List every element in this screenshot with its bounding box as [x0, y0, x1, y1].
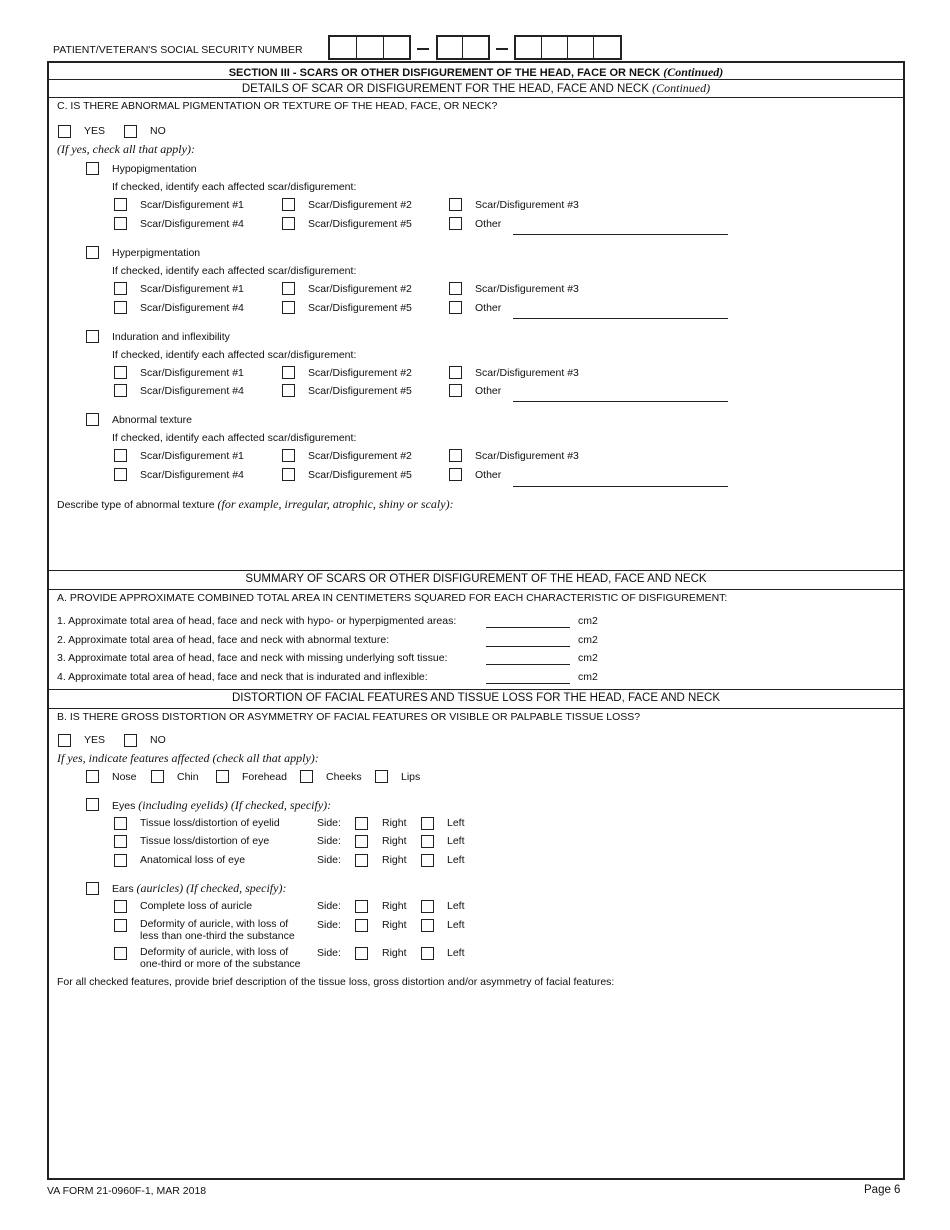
deformity-less-label-line1: Deformity of auricle, with loss of: [140, 918, 289, 930]
divider: [49, 589, 903, 590]
right-label: Right: [382, 835, 407, 847]
chin-label: Chin: [177, 771, 199, 783]
scar5-label: Scar/Disfigurement #5: [308, 385, 412, 397]
divider: [49, 570, 903, 571]
eyes-label: Eyes (including eyelids) (If checked, specify):: [112, 798, 332, 812]
divider: [49, 97, 903, 98]
ears-label: Ears (auricles) (If checked, specify):: [112, 881, 287, 895]
side-label: Side:: [317, 919, 341, 931]
scar3-label: Scar/Disfigurement #3: [475, 283, 579, 295]
left-checkbox[interactable]: [421, 835, 434, 848]
abnormal-texture-label: Abnormal texture: [112, 414, 192, 426]
anatomical-loss-checkbox[interactable]: [114, 854, 127, 867]
right-checkbox[interactable]: [355, 835, 368, 848]
other-input[interactable]: [513, 234, 728, 235]
question-c-yes-checkbox[interactable]: [58, 125, 71, 138]
left-label: Left: [447, 854, 465, 866]
ssn-field-part1[interactable]: [328, 35, 411, 60]
right-checkbox[interactable]: [355, 919, 368, 932]
other-checkbox[interactable]: [449, 384, 462, 397]
summary-item: 4. Approximate total area of head, face and neck that is indurated and inflexible:: [57, 671, 428, 683]
abnormal-texture-checkbox[interactable]: [86, 413, 99, 426]
eyes-checkbox[interactable]: [86, 798, 99, 811]
chin-checkbox[interactable]: [151, 770, 164, 783]
hypopigmentation-label: Hypopigmentation: [112, 163, 197, 175]
question-a-text: A. PROVIDE APPROXIMATE COMBINED TOTAL AREA IN CENTIMETERS SQUARED FOR EACH CHARACTERISTIC OF DISFIGUREMENT:: [57, 592, 728, 604]
summary-title: SUMMARY OF SCARS OR OTHER DISFIGUREMENT OF THE HEAD, FACE AND NECK: [245, 573, 707, 585]
question-c-yes-label: YES: [84, 125, 106, 137]
scar5-checkbox[interactable]: [282, 217, 295, 230]
summary-item: 3. Approximate total area of head, face and neck with missing underlying soft tissue:: [57, 652, 448, 664]
scar1-label: Scar/Disfigurement #1: [140, 283, 244, 295]
cheeks-label: Cheeks: [326, 771, 362, 783]
details-title: DETAILS OF SCAR OR DISFIGUREMENT FOR THE HEAD, FACE AND NECK (Continued): [241, 81, 711, 95]
eyelid-checkbox[interactable]: [114, 817, 127, 830]
ssn-dash: [496, 48, 508, 50]
other-label: Other: [475, 469, 502, 481]
ears-checkbox[interactable]: [86, 882, 99, 895]
scar1-checkbox[interactable]: [114, 282, 127, 295]
deformity-more-checkbox[interactable]: [114, 947, 127, 960]
nose-checkbox[interactable]: [86, 770, 99, 783]
right-label: Right: [382, 900, 407, 912]
scar4-checkbox[interactable]: [114, 384, 127, 397]
scar3-label: Scar/Disfigurement #3: [475, 450, 579, 462]
scar3-checkbox[interactable]: [449, 366, 462, 379]
area-input[interactable]: [486, 664, 570, 665]
right-checkbox[interactable]: [355, 854, 368, 867]
unit-label: cm2: [578, 634, 598, 646]
other-input[interactable]: [513, 486, 728, 487]
scar4-checkbox[interactable]: [114, 468, 127, 481]
scar4-checkbox[interactable]: [114, 217, 127, 230]
right-checkbox[interactable]: [355, 817, 368, 830]
side-label: Side:: [317, 817, 341, 829]
right-label: Right: [382, 947, 407, 959]
distortion-title: DISTORTION OF FACIAL FEATURES AND TISSUE LOSS FOR THE HEAD, FACE AND NECK: [232, 692, 720, 704]
scar5-checkbox[interactable]: [282, 384, 295, 397]
left-checkbox[interactable]: [421, 919, 434, 932]
unit-label: cm2: [578, 615, 598, 627]
other-label: Other: [475, 302, 502, 314]
scar5-label: Scar/Disfigurement #5: [308, 218, 412, 230]
side-label: Side:: [317, 835, 341, 847]
deformity-less-checkbox[interactable]: [114, 919, 127, 932]
scar4-label: Scar/Disfigurement #4: [140, 218, 244, 230]
summary-item: 2. Approximate total area of head, face and neck with abnormal texture:: [57, 634, 390, 646]
deformity-more-label-line2: one-third or more of the substance: [140, 958, 301, 970]
question-c-text: C. IS THERE ABNORMAL PIGMENTATION OR TEXTURE OF THE HEAD, FACE, OR NECK?: [57, 100, 498, 112]
anatomical-loss-label: Anatomical loss of eye: [140, 854, 246, 866]
summary-item: 1. Approximate total area of head, face and neck with hypo- or hyperpigmented areas:: [57, 615, 457, 627]
complete-loss-label: Complete loss of auricle: [140, 900, 253, 912]
question-c-if-yes: (If yes, check all that apply):: [57, 142, 195, 156]
other-input[interactable]: [513, 318, 728, 319]
other-label: Other: [475, 218, 502, 230]
question-b-if-yes: If yes, indicate features affected (check all that apply):: [57, 751, 319, 765]
page-number: Page 6: [864, 1184, 901, 1196]
scar3-checkbox[interactable]: [449, 449, 462, 462]
unit-label: cm2: [578, 671, 598, 683]
left-label: Left: [447, 835, 465, 847]
scar2-label: Scar/Disfigurement #2: [308, 367, 412, 379]
ssn-label: PATIENT/VETERAN'S SOCIAL SECURITY NUMBER: [53, 44, 303, 56]
other-input[interactable]: [513, 401, 728, 402]
describe-texture-prompt: Describe type of abnormal texture (for example, irregular, atrophic, shiny or scaly):: [57, 497, 454, 511]
lips-checkbox[interactable]: [375, 770, 388, 783]
question-b-text: B. IS THERE GROSS DISTORTION OR ASYMMETRY OF FACIAL FEATURES OR VISIBLE OR PALPABLE TISSUE LOSS?: [57, 711, 641, 723]
question-b-no-label: NO: [150, 734, 166, 746]
unit-label: cm2: [578, 652, 598, 664]
identify-text: If checked, identify each affected scar/disfigurement:: [112, 265, 357, 277]
scar5-label: Scar/Disfigurement #5: [308, 469, 412, 481]
left-checkbox[interactable]: [421, 817, 434, 830]
deformity-more-label-line1: Deformity of auricle, with loss of: [140, 946, 289, 958]
side-label: Side:: [317, 947, 341, 959]
deformity-less-label-line2: less than one-third the substance: [140, 930, 295, 942]
side-label: Side:: [317, 854, 341, 866]
scar3-checkbox[interactable]: [449, 198, 462, 211]
identify-text: If checked, identify each affected scar/disfigurement:: [112, 181, 357, 193]
scar1-label: Scar/Disfigurement #1: [140, 199, 244, 211]
left-checkbox[interactable]: [421, 900, 434, 913]
scar5-label: Scar/Disfigurement #5: [308, 302, 412, 314]
scar1-label: Scar/Disfigurement #1: [140, 450, 244, 462]
ssn-field-part3[interactable]: [514, 35, 622, 60]
divider: [49, 708, 903, 709]
scar4-label: Scar/Disfigurement #4: [140, 302, 244, 314]
other-checkbox[interactable]: [449, 301, 462, 314]
identify-text: If checked, identify each affected scar/disfigurement:: [112, 432, 357, 444]
left-label: Left: [447, 900, 465, 912]
scar2-checkbox[interactable]: [282, 282, 295, 295]
scar2-label: Scar/Disfigurement #2: [308, 199, 412, 211]
description-prompt: For all checked features, provide brief description of the tissue loss, gross distortion and/or asymmetry of facial features:: [57, 976, 615, 988]
question-c-no-label: NO: [150, 125, 166, 137]
cheeks-checkbox[interactable]: [300, 770, 313, 783]
right-label: Right: [382, 817, 407, 829]
hypopigmentation-checkbox[interactable]: [86, 162, 99, 175]
other-checkbox[interactable]: [449, 217, 462, 230]
right-label: Right: [382, 919, 407, 931]
nose-label: Nose: [112, 771, 137, 783]
forehead-checkbox[interactable]: [216, 770, 229, 783]
area-input[interactable]: [486, 683, 570, 684]
scar3-label: Scar/Disfigurement #3: [475, 367, 579, 379]
right-checkbox[interactable]: [355, 900, 368, 913]
scar1-label: Scar/Disfigurement #1: [140, 367, 244, 379]
scar4-label: Scar/Disfigurement #4: [140, 385, 244, 397]
forehead-label: Forehead: [242, 771, 287, 783]
eyelid-label: Tissue loss/distortion of eyelid: [140, 817, 280, 829]
right-checkbox[interactable]: [355, 947, 368, 960]
scar2-label: Scar/Disfigurement #2: [308, 450, 412, 462]
left-label: Left: [447, 919, 465, 931]
left-checkbox[interactable]: [421, 854, 434, 867]
side-label: Side:: [317, 900, 341, 912]
eye-checkbox[interactable]: [114, 835, 127, 848]
complete-loss-checkbox[interactable]: [114, 900, 127, 913]
question-b-no-checkbox[interactable]: [124, 734, 137, 747]
identify-text: If checked, identify each affected scar/disfigurement:: [112, 349, 357, 361]
left-label: Left: [447, 817, 465, 829]
divider: [49, 689, 903, 690]
area-input[interactable]: [486, 646, 570, 647]
scar4-label: Scar/Disfigurement #4: [140, 469, 244, 481]
form-id: VA FORM 21-0960F-1, MAR 2018: [47, 1185, 207, 1197]
hyperpigmentation-label: Hyperpigmentation: [112, 247, 201, 259]
question-b-yes-checkbox[interactable]: [58, 734, 71, 747]
hyperpigmentation-checkbox[interactable]: [86, 246, 99, 259]
lips-label: Lips: [401, 771, 421, 783]
area-input[interactable]: [486, 627, 570, 628]
other-label: Other: [475, 385, 502, 397]
scar1-checkbox[interactable]: [114, 366, 127, 379]
scar4-checkbox[interactable]: [114, 301, 127, 314]
left-label: Left: [447, 947, 465, 959]
scar3-checkbox[interactable]: [449, 282, 462, 295]
induration-label: Induration and inflexibility: [112, 331, 230, 343]
induration-checkbox[interactable]: [86, 330, 99, 343]
section-title: SECTION III - SCARS OR OTHER DISFIGUREMENT OF THE HEAD, FACE OR NECK (Continued): [228, 65, 724, 79]
scar1-checkbox[interactable]: [114, 449, 127, 462]
left-checkbox[interactable]: [421, 947, 434, 960]
right-label: Right: [382, 854, 407, 866]
question-c-no-checkbox[interactable]: [124, 125, 137, 138]
scar2-checkbox[interactable]: [282, 449, 295, 462]
ssn-dash: [417, 48, 429, 50]
divider: [49, 79, 903, 80]
scar5-checkbox[interactable]: [282, 468, 295, 481]
scar2-checkbox[interactable]: [282, 198, 295, 211]
other-checkbox[interactable]: [449, 468, 462, 481]
scar1-checkbox[interactable]: [114, 198, 127, 211]
scar2-checkbox[interactable]: [282, 366, 295, 379]
eye-label: Tissue loss/distortion of eye: [140, 835, 270, 847]
ssn-field-part2[interactable]: [436, 35, 490, 60]
scar3-label: Scar/Disfigurement #3: [475, 199, 579, 211]
question-b-yes-label: YES: [84, 734, 106, 746]
scar2-label: Scar/Disfigurement #2: [308, 283, 412, 295]
scar5-checkbox[interactable]: [282, 301, 295, 314]
